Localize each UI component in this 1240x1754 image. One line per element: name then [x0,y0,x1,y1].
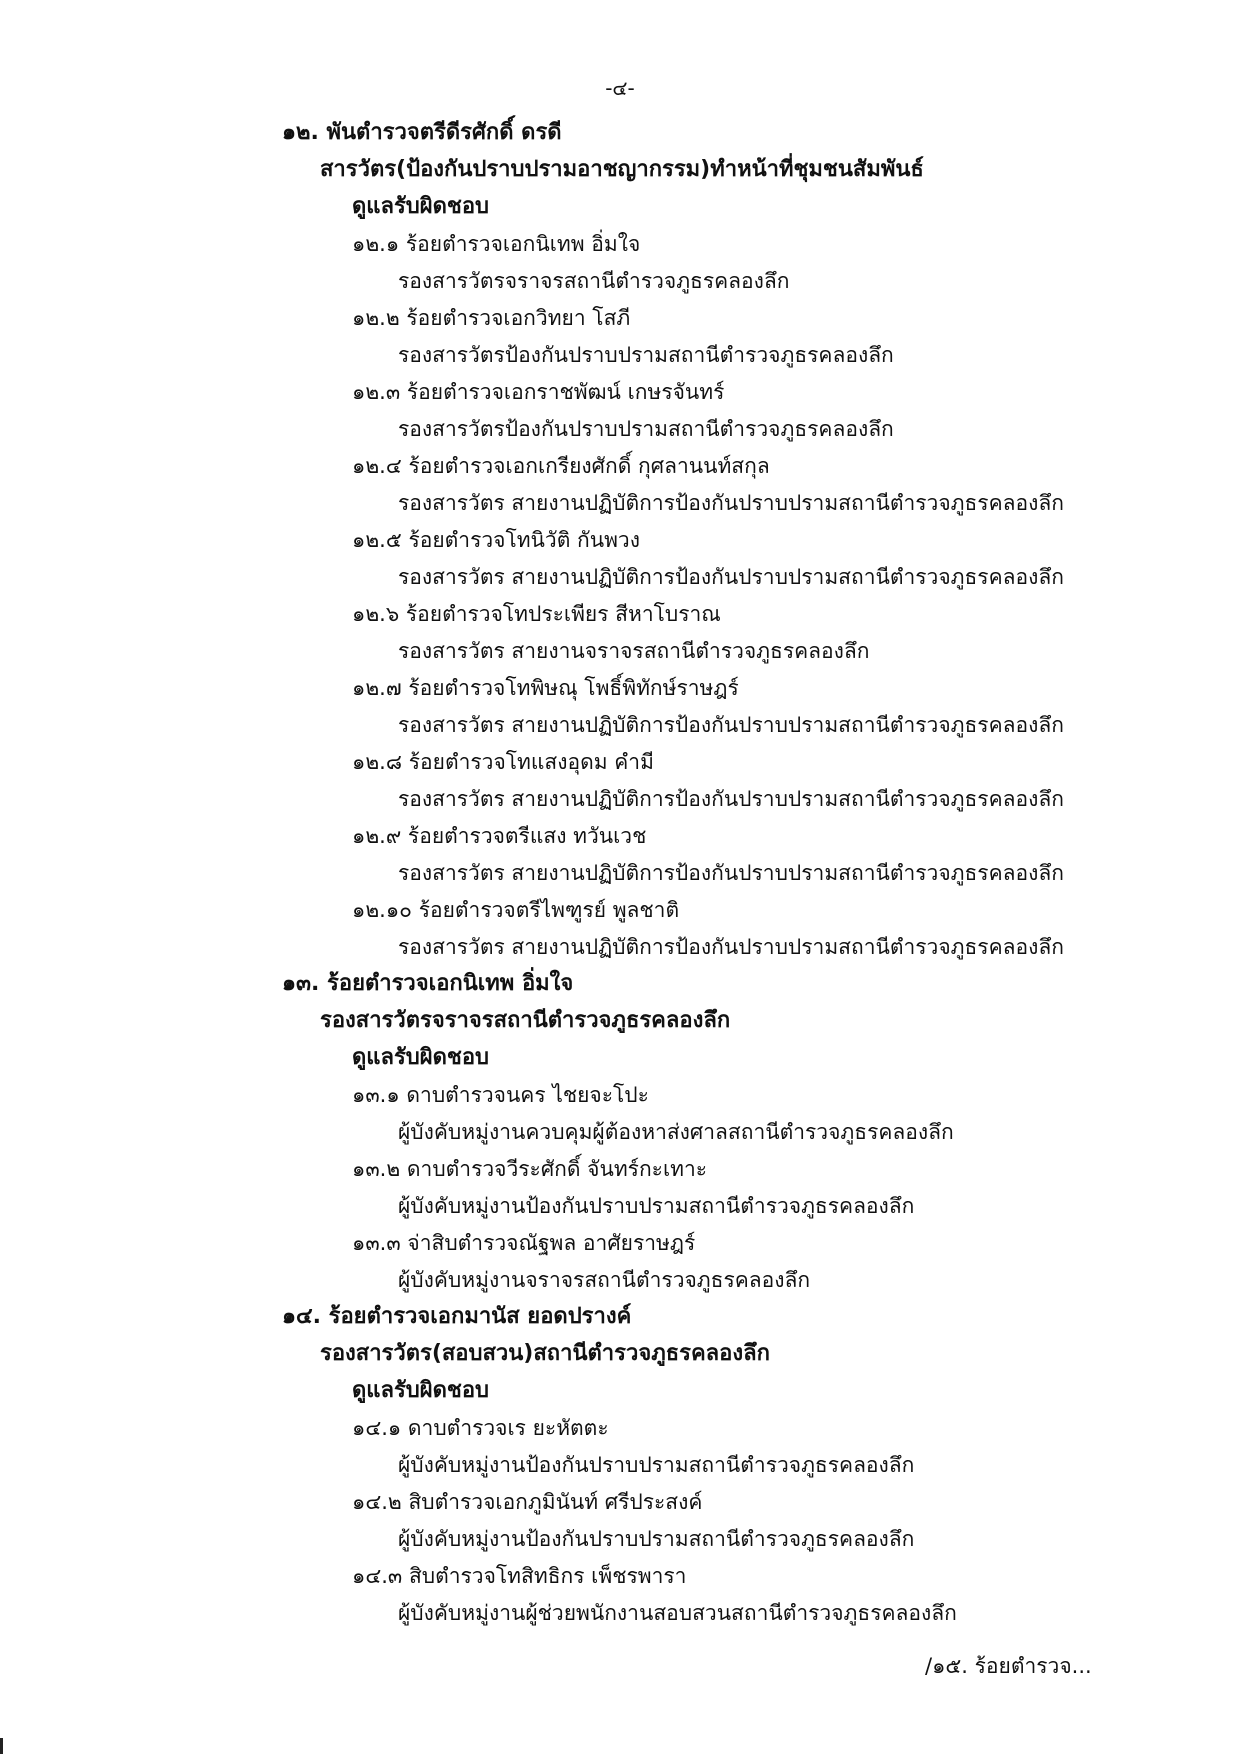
section-header: ๑๔. ร้อยตำรวจเอกมานัส ยอดปรางค์ [282,1304,632,1329]
list-item-position: ผู้บังคับหมู่งานควบคุมผู้ต้องหาส่งศาลสถานีตำรวจภูธรคลองลึก [398,1120,954,1144]
list-item-position: รองสารวัตร สายงานจราจรสถานีตำรวจภูธรคลองลึก [398,639,870,663]
list-item: ๑๓.๒ ดาบตำรวจวีระศักดิ์ จันทร์กะเทาะ [352,1157,708,1181]
list-item-position: รองสารวัตร สายงานปฏิบัติการป้องกันปราบปรามสถานีตำรวจภูธรคลองลึก [398,713,1064,737]
list-item-position: ผู้บังคับหมู่งานป้องกันปราบปรามสถานีตำรวจภูธรคลองลึก [398,1194,915,1218]
list-item-position: รองสารวัตรป้องกันปราบปรามสถานีตำรวจภูธรคลองลึก [398,417,894,441]
list-item-position: รองสารวัตร สายงานปฏิบัติการป้องกันปราบปรามสถานีตำรวจภูธรคลองลึก [398,565,1064,589]
list-item: ๑๒.๑ ร้อยตำรวจเอกนิเทพ อิ่มใจ [352,232,641,256]
list-item: ๑๔.๓ สิบตำรวจโทสิทธิกร เพ็ชรพารา [352,1564,687,1588]
list-item: ๑๒.๘ ร้อยตำรวจโทแสงอุดม คำมี [352,750,654,774]
list-item-position: รองสารวัตร สายงานปฏิบัติการป้องกันปราบปรามสถานีตำรวจภูธรคลองลึก [398,787,1064,811]
responsible-label: ดูแลรับผิดชอบ [352,194,490,219]
list-item-position: ผู้บังคับหมู่งานป้องกันปราบปรามสถานีตำรวจภูธรคลองลึก [398,1453,915,1477]
list-item-position: ผู้บังคับหมู่งานผู้ช่วยพนักงานสอบสวนสถานีตำรวจภูธรคลองลึก [398,1601,957,1625]
list-item: ๑๔.๑ ดาบตำรวจเร ยะหัตตะ [352,1416,609,1440]
scan-edge-mark [0,1738,3,1754]
list-item: ๑๒.๖ ร้อยตำรวจโทประเพียร สีหาโบราณ [352,602,721,626]
continuation-note: /๑๕. ร้อยตำรวจ... [925,1654,1092,1678]
page-number: -๔- [605,76,635,100]
list-item-position: รองสารวัตรป้องกันปราบปรามสถานีตำรวจภูธรคลองลึก [398,343,894,367]
list-item: ๑๒.๔ ร้อยตำรวจเอกเกรียงศักดิ์ กุศลานนท์สกุล [352,454,770,478]
list-item-position: รองสารวัตร สายงานปฏิบัติการป้องกันปราบปรามสถานีตำรวจภูธรคลองลึก [398,491,1064,515]
list-item: ๑๒.๒ ร้อยตำรวจเอกวิทยา โสภี [352,306,631,330]
list-item-position: รองสารวัตรจราจรสถานีตำรวจภูธรคลองลึก [398,269,790,293]
list-item-position: ผู้บังคับหมู่งานป้องกันปราบปรามสถานีตำรวจภูธรคลองลึก [398,1527,915,1551]
section-header: ๑๒. พันตำรวจตรีดีรศักดิ์ ดรดี [282,120,562,145]
list-item: ๑๓.๑ ดาบตำรวจนคร ไชยจะโปะ [352,1083,649,1107]
responsible-label: ดูแลรับผิดชอบ [352,1045,490,1070]
list-item: ๑๒.๗ ร้อยตำรวจโทพิษณุ โพธิ์พิทักษ์ราษฎร์ [352,676,739,700]
section-position: รองสารวัตร(สอบสวน)สถานีตำรวจภูธรคลองลึก [320,1341,770,1366]
list-item: ๑๒.๑๐ ร้อยตำรวจตรีไพฑูรย์ พูลชาติ [352,898,680,922]
responsible-label: ดูแลรับผิดชอบ [352,1378,490,1403]
list-item-position: รองสารวัตร สายงานปฏิบัติการป้องกันปราบปรามสถานีตำรวจภูธรคลองลึก [398,861,1064,885]
list-item: ๑๒.๙ ร้อยตำรวจตรีแสง ทวันเวช [352,824,647,848]
list-item-position: ผู้บังคับหมู่งานจราจรสถานีตำรวจภูธรคลองลึก [398,1268,811,1292]
list-item: ๑๒.๕ ร้อยตำรวจโทนิวัติ กันพวง [352,528,640,552]
list-item-position: รองสารวัตร สายงานปฏิบัติการป้องกันปราบปรามสถานีตำรวจภูธรคลองลึก [398,935,1064,959]
list-item: ๑๔.๒ สิบตำรวจเอกภูมินันท์ ศรีประสงค์ [352,1490,703,1514]
section-position: รองสารวัตรจราจรสถานีตำรวจภูธรคลองลึก [320,1008,731,1033]
list-item: ๑๒.๓ ร้อยตำรวจเอกราชพัฒน์ เกษรจันทร์ [352,380,725,404]
list-item: ๑๓.๓ จ่าสิบตำรวจณัฐพล อาศัยราษฎร์ [352,1231,696,1255]
section-position: สารวัตร(ป้องกันปราบปรามอาชญากรรม)ทำหน้าที่ชุมชนสัมพันธ์ [320,157,924,182]
section-header: ๑๓. ร้อยตำรวจเอกนิเทพ อิ่มใจ [282,971,574,996]
